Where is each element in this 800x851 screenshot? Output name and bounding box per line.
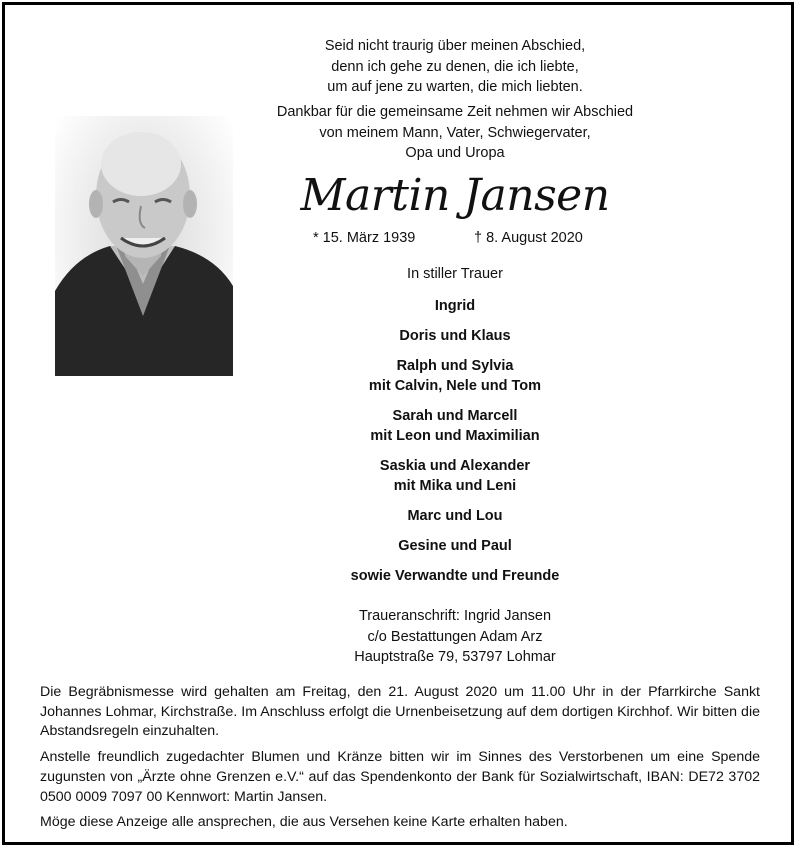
intro-line: von meinem Mann, Vater, Schwiegervater,: [319, 124, 591, 141]
family-group: [250, 356, 660, 396]
portrait-photo: [55, 116, 233, 376]
family-line: mit Leon und Maximilian: [370, 428, 540, 444]
donation-paragraph: Anstelle freundlich zugedachter Blumen und Kränze bitten wir im Sinnes des Verstorbenen um eine Spende zugunsten von „Ärzte ohne Grenzen e.V.“ auf das Spendenkonto der Bank für Sozialwirtschaft, IBAN: DE72 3702 0500 0009 7097 00 Kennwort: Martin Jansen.: [40, 749, 760, 805]
family-line: Gesine und Paul: [398, 538, 512, 554]
family-list: [250, 296, 660, 596]
birth-date: * 15. März 1939: [313, 230, 416, 246]
poem: [250, 36, 660, 98]
address-line: c/o Bestattungen Adam Arz: [367, 628, 543, 645]
family-line: Saskia und Alexander: [379, 458, 531, 474]
poem-line: um auf jene zu warten, die mich liebten.: [327, 79, 583, 95]
address-line: Traueranschrift: Ingrid Jansen: [358, 608, 552, 624]
family-line: sowie Verwandte und Freunde: [350, 568, 560, 584]
family-line: Marc und Lou: [407, 508, 503, 524]
funeral-info: [40, 683, 760, 839]
poem-line: denn ich gehe zu denen, die ich liebte,: [331, 58, 579, 75]
intro-line: Dankbar für die gemeinsame Zeit nehmen wir Abschied: [276, 104, 634, 120]
family-group: [250, 456, 660, 496]
deceased-name: Martin Jansen: [300, 170, 610, 221]
portrait-illustration: [55, 116, 233, 376]
family-group: [250, 536, 660, 556]
family-group: [250, 326, 660, 346]
mourning-address: [250, 606, 660, 668]
closing-paragraph: Möge diese Anzeige alle ansprechen, die aus Versehen keine Karte erhalten haben.: [40, 814, 568, 831]
funeral-mass-paragraph: Die Begräbnismesse wird gehalten am Freitag, den 21. August 2020 um 11.00 Uhr in der Pfarrkirche Sankt Johannes Lohmar, Kirchstraße. Im Anschluss erfolgt die Urnenbeisetzung auf dem dortigen Kirchhof. Wir bitten die Abstandsregeln einzuhalten.: [40, 684, 760, 740]
poem-line: Seid nicht traurig über meinen Abschied,: [324, 38, 586, 54]
family-line: mit Mika und Leni: [393, 478, 517, 494]
intro-line: Opa und Uropa: [405, 145, 505, 161]
family-group: [250, 296, 660, 316]
mourning-line: In stiller Trauer: [407, 266, 503, 282]
family-line: Ralph und Sylvia: [396, 358, 514, 374]
family-line: Ingrid: [434, 298, 476, 314]
family-line: mit Calvin, Nele und Tom: [368, 378, 542, 394]
family-line: Sarah und Marcell: [392, 408, 518, 424]
family-group: [250, 506, 660, 526]
address-line: Hauptstraße 79, 53797 Lohmar: [354, 649, 556, 665]
family-group: [250, 406, 660, 446]
death-date: † 8. August 2020: [474, 230, 583, 246]
farewell-intro: [250, 102, 660, 164]
family-group: [250, 566, 660, 586]
family-line: Doris und Klaus: [399, 328, 511, 344]
